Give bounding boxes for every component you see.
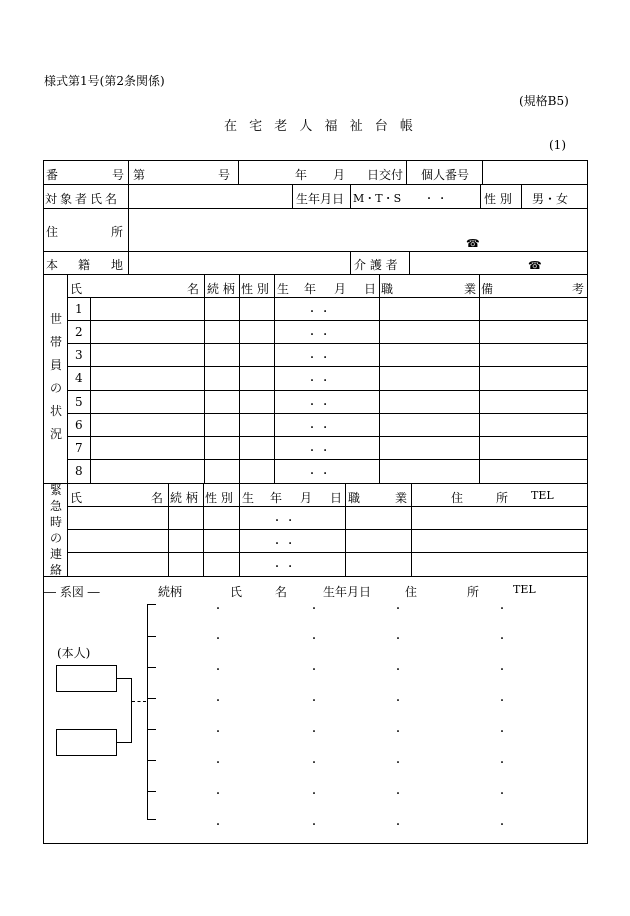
rule — [67, 390, 588, 391]
family-row-separator: ・ — [309, 696, 319, 707]
tree-branch — [147, 760, 156, 761]
honseki-label-2: 籍 — [78, 258, 91, 272]
emergency-col-birth: 日 — [330, 491, 343, 505]
address-label-1: 住 — [46, 225, 59, 239]
household-row-number: 6 — [75, 418, 83, 432]
household-row-number: 4 — [75, 371, 83, 385]
household-birth-separators: ・ ・ — [307, 353, 331, 364]
family-row-separator: ・ — [497, 758, 507, 769]
family-row-separator: ・ — [497, 789, 507, 800]
family-tree-label: ― 系図 ― — [44, 585, 100, 599]
side-char: 時 — [49, 515, 62, 529]
birthdate-label: 生年月日 — [296, 192, 345, 206]
family-row-separator: ・ — [213, 727, 223, 738]
number-label: 番 — [46, 168, 59, 182]
family-row-separator: ・ — [393, 696, 403, 707]
family-row-separator: ・ — [393, 604, 403, 615]
rule — [43, 274, 588, 275]
family-col-birth: 生年月日 — [323, 585, 372, 599]
emergency-birth-separators: ・ ・ — [272, 516, 296, 527]
rule — [67, 506, 588, 507]
rule — [480, 184, 481, 208]
rule — [67, 413, 588, 414]
rule — [238, 160, 239, 184]
number-label-suffix: 号 — [112, 168, 125, 182]
rule — [292, 184, 293, 208]
household-col-job: 職 — [381, 282, 394, 296]
household-col-job: 業 — [464, 282, 477, 296]
rule — [350, 251, 351, 274]
caregiver-label: 介 護 者 — [354, 258, 398, 272]
side-char: 員 — [49, 358, 62, 372]
emergency-col-relation: 続 柄 — [170, 491, 198, 505]
household-col-sex: 性 別 — [241, 282, 269, 296]
family-row-separator: ・ — [497, 696, 507, 707]
family-row-separator: ・ — [393, 634, 403, 645]
rule — [128, 160, 129, 184]
family-row-separator: ・ — [213, 696, 223, 707]
emergency-col-job: 職 — [348, 491, 361, 505]
family-row-separator: ・ — [393, 758, 403, 769]
rule — [406, 160, 407, 184]
household-row-number: 1 — [75, 302, 83, 316]
emergency-col-name: 名 — [151, 491, 164, 505]
family-row-separator: ・ — [497, 634, 507, 645]
phone-icon: ☎ — [528, 259, 542, 272]
household-side-label — [49, 308, 63, 446]
rule — [482, 160, 483, 184]
rule — [204, 274, 205, 483]
rule — [67, 459, 588, 460]
tree-branch — [147, 819, 156, 820]
honseki-label-3: 地 — [111, 258, 124, 272]
family-row-separator: ・ — [309, 727, 319, 738]
rule — [409, 251, 410, 274]
family-col-relation: 続柄 — [158, 585, 183, 599]
family-col-name: 氏 — [230, 585, 243, 599]
rule — [379, 274, 380, 483]
connector — [131, 678, 132, 743]
household-col-note: 考 — [572, 282, 585, 296]
emergency-side-label — [49, 482, 63, 578]
rule — [67, 343, 588, 344]
side-char: 況 — [49, 427, 62, 441]
honseki-label-1: 本 — [46, 258, 59, 272]
household-col-birth: 生 — [277, 282, 290, 296]
family-row-separator: ・ — [213, 634, 223, 645]
rule — [239, 274, 240, 483]
rule — [43, 208, 588, 209]
emergency-col-birth: 月 — [300, 491, 313, 505]
household-birth-separators: ・ ・ — [307, 400, 331, 411]
side-char: 絡 — [49, 563, 62, 577]
paper-size: (規格B5) — [519, 94, 569, 108]
household-col-birth: 日 — [364, 282, 377, 296]
family-row-separator: ・ — [393, 820, 403, 831]
emergency-col-address: 住 — [451, 491, 464, 505]
tree-branch — [147, 636, 156, 637]
issue-month-label: 月 — [333, 168, 346, 182]
family-row-separator: ・ — [309, 758, 319, 769]
tree-branch — [147, 729, 156, 730]
family-row-separator: ・ — [497, 665, 507, 676]
connector-dash — [132, 701, 146, 702]
household-row-number: 3 — [75, 348, 83, 362]
tree-branch — [147, 604, 156, 605]
emergency-col-birth: 年 — [270, 491, 283, 505]
era-options: M・T・S — [353, 192, 402, 205]
family-col-address: 所 — [467, 585, 480, 599]
tree-branch — [147, 667, 156, 668]
household-row-number: 2 — [75, 325, 83, 339]
household-col-name: 名 — [187, 282, 200, 296]
family-row-separator: ・ — [309, 820, 319, 831]
issue-no-prefix: 第 — [133, 168, 146, 182]
household-col-birth: 年 — [304, 282, 317, 296]
side-char: 帯 — [49, 335, 62, 349]
family-row-separator: ・ — [213, 665, 223, 676]
rule — [43, 184, 588, 185]
rule — [350, 184, 351, 208]
rule — [43, 251, 588, 252]
sex-options: 男・女 — [532, 192, 569, 206]
spouse-box — [56, 729, 117, 756]
target-name-label: 対象者氏名 — [45, 192, 121, 206]
side-char: 世 — [49, 312, 62, 326]
side-char: の — [49, 531, 62, 545]
emergency-col-sex: 性 別 — [205, 491, 233, 505]
family-row-separator: ・ — [309, 634, 319, 645]
rule — [128, 208, 129, 251]
family-row-separator: ・ — [213, 604, 223, 615]
household-row-number: 7 — [75, 441, 83, 455]
family-row-separator: ・ — [309, 789, 319, 800]
family-row-separator: ・ — [393, 665, 403, 676]
family-row-separator: ・ — [309, 604, 319, 615]
family-row-separator: ・ — [393, 727, 403, 738]
household-birth-separators: ・ ・ — [307, 423, 331, 434]
rule — [67, 436, 588, 437]
rule — [67, 552, 588, 553]
family-col-tel: TEL — [513, 583, 536, 596]
emergency-col-name: 氏 — [70, 491, 83, 505]
self-label: (本人) — [57, 646, 91, 660]
emergency-col-address: 所 — [496, 491, 509, 505]
emergency-birth-separators: ・ ・ — [272, 539, 296, 550]
issue-no-suffix: 号 — [218, 168, 231, 182]
page-number: (1) — [549, 138, 566, 152]
issue-year-label: 年 — [295, 168, 308, 182]
side-char: 状 — [49, 404, 62, 418]
side-char: の — [49, 381, 62, 395]
rule — [67, 320, 588, 321]
rule — [479, 274, 480, 483]
personal-number-label: 個人番号 — [421, 168, 470, 182]
phone-icon: ☎ — [466, 237, 480, 250]
rule — [43, 576, 588, 577]
family-row-separator: ・ — [213, 820, 223, 831]
emergency-col-tel: TEL — [531, 489, 554, 502]
family-row-separator: ・ — [497, 727, 507, 738]
birthdate-separators: ・ ・ — [424, 194, 448, 205]
household-birth-separators: ・ ・ — [307, 307, 331, 318]
rule — [274, 274, 275, 483]
household-col-note: 備 — [481, 282, 494, 296]
family-row-separator: ・ — [393, 789, 403, 800]
household-birth-separators: ・ ・ — [307, 376, 331, 387]
household-birth-separators: ・ ・ — [307, 330, 331, 341]
rule — [128, 184, 129, 208]
tree-branch — [147, 698, 156, 699]
side-char: 緊 — [49, 483, 62, 497]
family-row-separator: ・ — [309, 665, 319, 676]
issue-day-label: 日交付 — [367, 168, 404, 182]
family-row-separator: ・ — [497, 604, 507, 615]
household-birth-separators: ・ ・ — [307, 446, 331, 457]
sex-label: 性 別 — [484, 192, 512, 206]
form-number: 様式第1号(第2条関係) — [44, 74, 165, 88]
rule — [67, 297, 588, 298]
family-row-separator: ・ — [213, 789, 223, 800]
self-box — [56, 665, 117, 692]
tree-branch — [147, 791, 156, 792]
rule — [67, 529, 588, 530]
rule — [521, 184, 522, 208]
rule — [43, 483, 588, 484]
household-row-number: 8 — [75, 464, 83, 478]
side-char: 連 — [49, 547, 62, 561]
rule — [128, 251, 129, 274]
emergency-col-job: 業 — [395, 491, 408, 505]
family-row-separator: ・ — [213, 758, 223, 769]
address-label-2: 所 — [111, 225, 124, 239]
family-col-address: 住 — [405, 585, 418, 599]
emergency-birth-separators: ・ ・ — [272, 562, 296, 573]
household-col-birth: 月 — [334, 282, 347, 296]
side-char: 急 — [49, 499, 62, 513]
family-row-separator: ・ — [497, 820, 507, 831]
connector — [117, 742, 131, 743]
household-col-relation: 続 柄 — [207, 282, 235, 296]
page-title: 在 宅 老 人 福 祉 台 帳 — [224, 119, 417, 134]
emergency-col-birth: 生 — [242, 491, 255, 505]
rule — [67, 274, 68, 483]
family-col-name: 名 — [275, 585, 288, 599]
rule — [67, 366, 588, 367]
household-col-name: 氏 — [70, 282, 83, 296]
household-birth-separators: ・ ・ — [307, 469, 331, 480]
connector — [117, 678, 131, 679]
household-row-number: 5 — [75, 395, 83, 409]
